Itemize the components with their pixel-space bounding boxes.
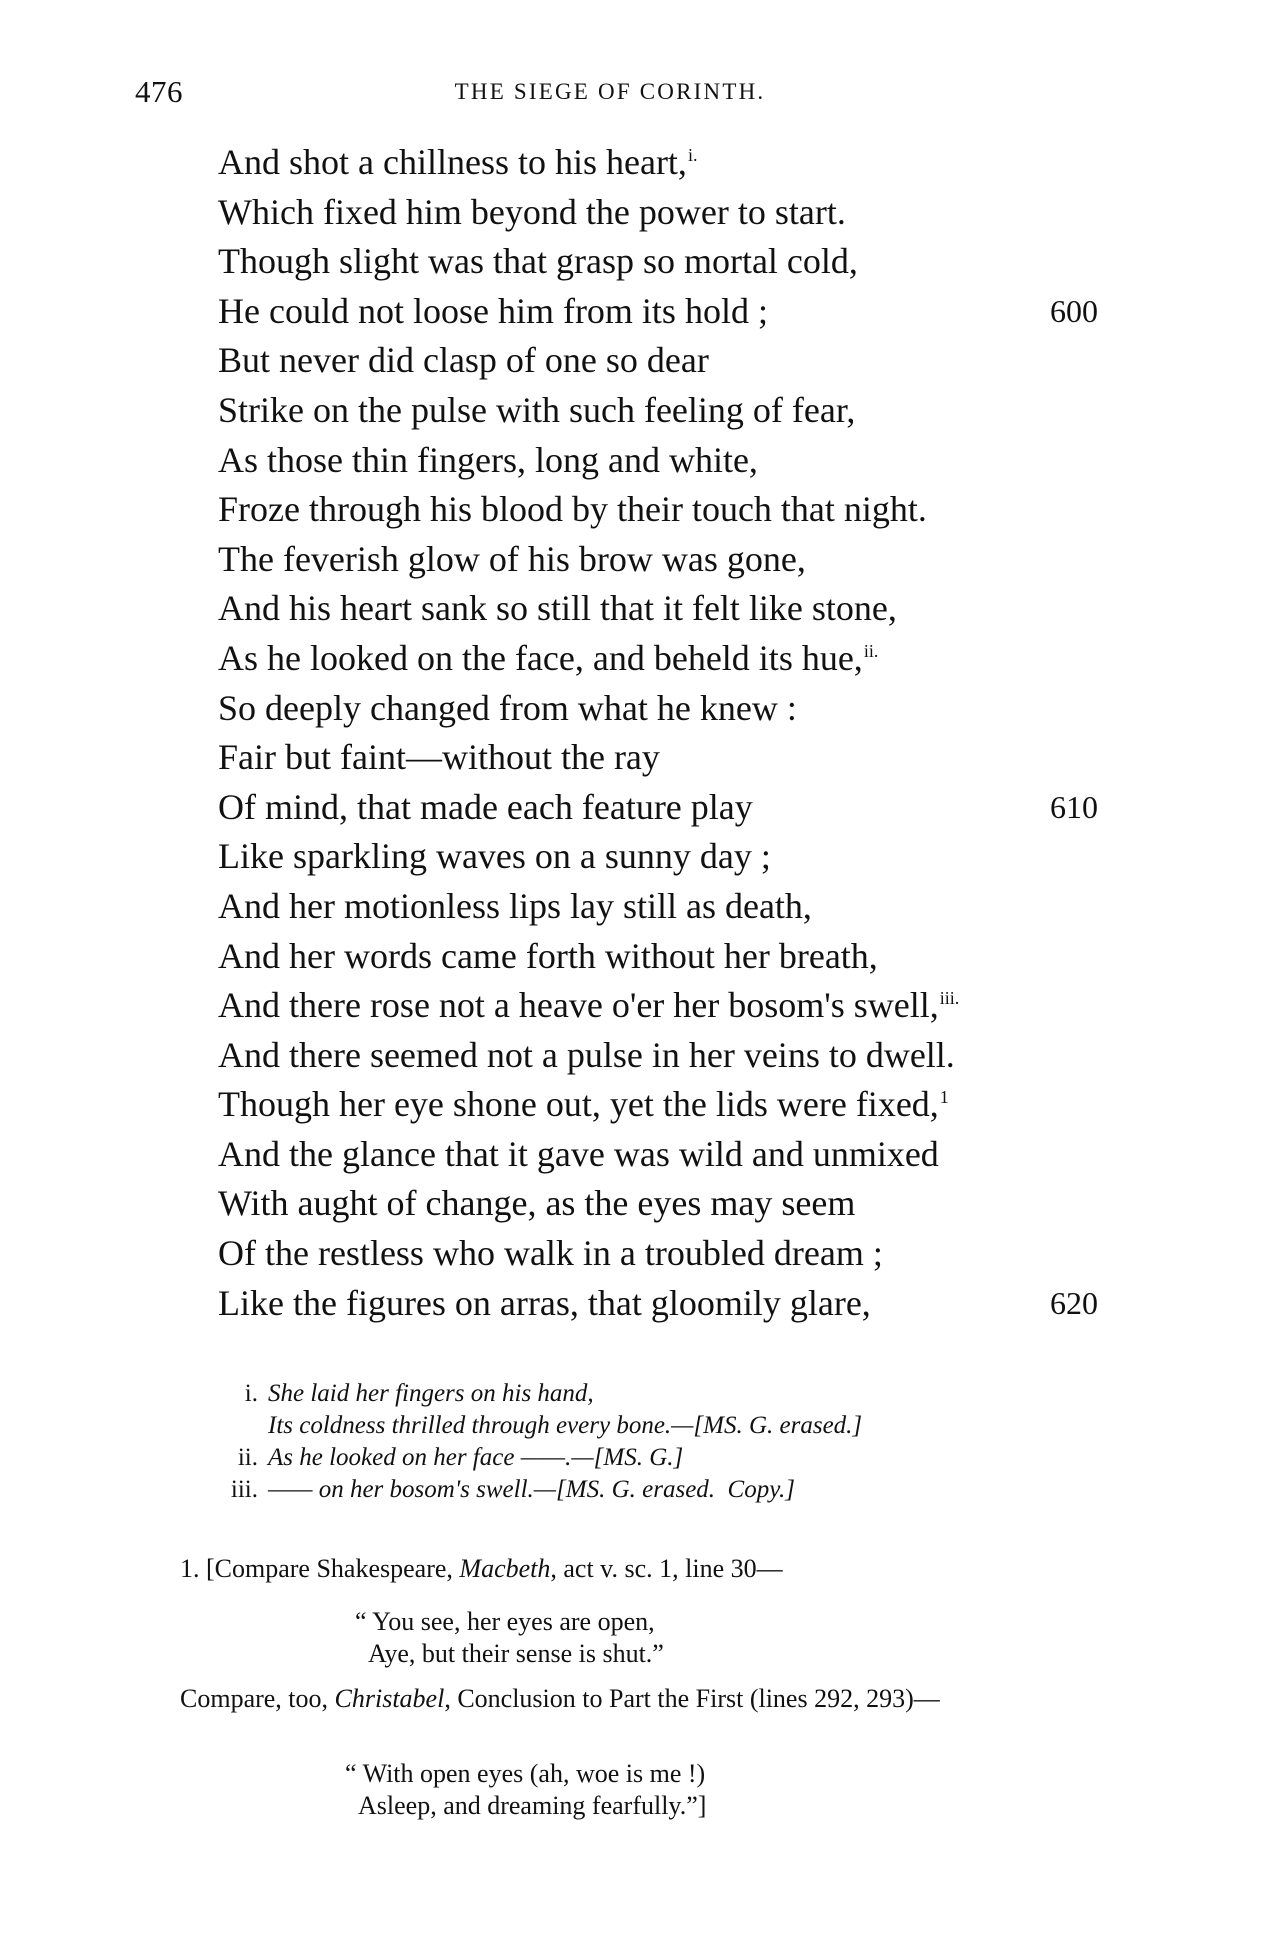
verse-line: Froze through his blood by their touch that night. — [218, 489, 927, 530]
variant-marker: ii. — [863, 640, 879, 661]
verse-line: Fair but faint—without the ray — [218, 737, 660, 778]
verse-line: And her motionless lips lay still as death, — [218, 885, 812, 926]
quotation: “ You see, her eyes are open, Aye, but their sense is shut.” — [355, 1607, 664, 1668]
verse-line: Though her eye shone out, yet the lids were fixed,$^1$ — [218, 1084, 949, 1125]
work-title: Christabel — [334, 1684, 445, 1713]
page-header — [135, 74, 1085, 114]
verse-line: As those thin fingers, long and white, — [218, 439, 758, 480]
verse-line: And his heart sank so still that it felt like stone, — [218, 588, 897, 629]
page-number: 476 — [135, 74, 183, 109]
verse-line: And shot a chillness to his heart,$^{i.}$ — [218, 142, 698, 182]
variant-reading: iii. —— on her bosom's swell.—[MS. G. erased. Copy.] — [228, 1474, 1108, 1506]
verse-line: And there rose not a heave o'er her bosom's swell,$^{iii.}$ — [218, 985, 960, 1026]
variant-readings — [228, 1378, 1108, 1506]
verse-line: Like the figures on arras, that gloomily glare, 620 — [218, 1282, 1098, 1323]
variant-reading-continued: Its coldness thrilled through every bone.—[MS. G. erased.] — [268, 1412, 863, 1439]
work-title: Macbeth — [459, 1554, 551, 1583]
footnote-mark: 1. — [180, 1554, 200, 1583]
variant-reading: i. She laid her fingers on his hand, — [228, 1378, 1108, 1410]
variant-reading: ii. As he looked on her face ——.—[MS. G.] — [228, 1442, 1108, 1474]
verse-line: So deeply changed from what he knew : — [218, 687, 797, 728]
line-number: 620 — [1050, 1284, 1098, 1321]
variant-marker: i. — [687, 145, 698, 165]
line-number: 610 — [1050, 788, 1098, 825]
verse-line: Though slight was that grasp so mortal cold, — [218, 241, 858, 282]
verse-line: But never did clasp of one so dear — [218, 340, 709, 381]
line-number: 600 — [1050, 292, 1098, 329]
verse-line: Of the restless who walk in a troubled dream ; — [218, 1233, 883, 1274]
verse-line: And the glance that it gave was wild and unmixed — [218, 1133, 939, 1174]
verse-line: The feverish glow of his brow was gone, — [218, 538, 806, 579]
variant-mark: ii. — [237, 1444, 258, 1471]
verse-line: As he looked on the face, and beheld its hue,$^{ii.}$ — [218, 637, 879, 678]
verse-line: Like sparkling waves on a sunny day ; — [218, 836, 771, 877]
verse-line: Of mind, that made each feature play 610 — [218, 786, 1098, 827]
variant-mark: iii. — [230, 1476, 258, 1503]
verse-line: Strike on the pulse with such feeling of fear, — [218, 389, 856, 430]
verse-line: He could not loose him from its hold ; 600 — [218, 290, 1098, 331]
poem-body — [218, 142, 1098, 1332]
verse-line: Which fixed him beyond the power to start. — [218, 191, 846, 232]
verse-line: And there seemed not a pulse in her veins to dwell. — [218, 1034, 955, 1075]
verse-line: And her words came forth without her breath, — [218, 935, 878, 976]
quotation: “ With open eyes (ah, woe is me !) Asleep, and dreaming fearfully.”] — [345, 1759, 707, 1820]
variant-marker: iii. — [939, 988, 960, 1009]
variant-mark: i. — [244, 1380, 258, 1407]
footnote-1: 1. [Compare Shakespeare, Macbeth, act v. sc. 1, line 30— — [180, 1554, 783, 1583]
running-title: THE SIEGE OF CORINTH. — [454, 79, 766, 104]
verse-line: With aught of change, as the eyes may seem — [218, 1183, 856, 1224]
footnote-continuation: Compare, too, Christabel, Conclusion to Part the First (lines 292, 293)— — [180, 1684, 940, 1713]
footnote-marker: 1 — [939, 1087, 949, 1108]
